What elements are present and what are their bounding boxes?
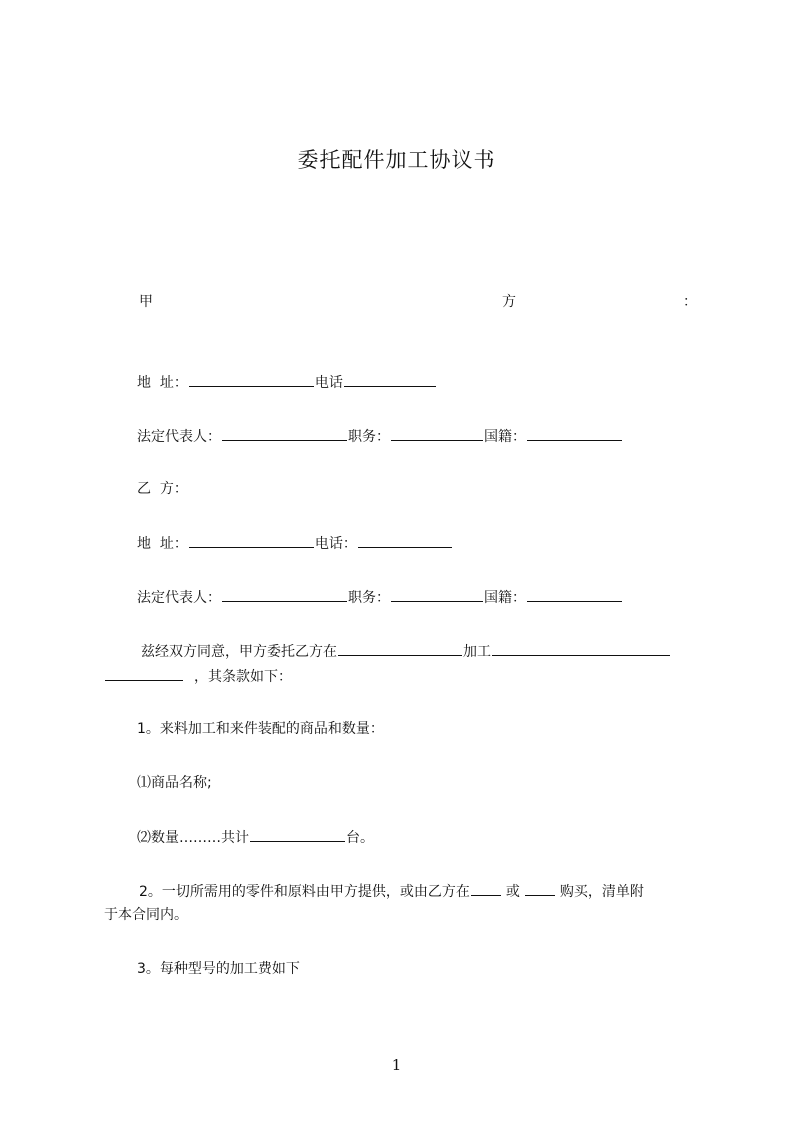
phone-blank [344, 372, 436, 387]
position-label: 职务： [348, 590, 390, 606]
party-a-address-line [137, 372, 437, 392]
nationality-blank [527, 426, 622, 441]
page-number: 1 [391, 1056, 402, 1074]
party-a-colon: ： [683, 294, 697, 310]
rep-blank [222, 587, 347, 602]
clause-2-text-3: 购买，清单附 [559, 884, 644, 900]
intro-text-1: 兹经双方同意，甲方委托乙方在 [141, 644, 337, 660]
clause-1-item-1: ⑴商品名称; [137, 775, 212, 791]
clause-2-line-1 [139, 881, 644, 901]
nationality-label: 国籍： [484, 429, 526, 445]
rep-label: 法定代表人： [137, 590, 221, 606]
place-blank-1 [471, 881, 501, 896]
clause-1: 1。来料加工和来件装配的商品和数量： [137, 721, 384, 737]
quantity-text: ⑵数量………共计 [137, 830, 249, 846]
intro-line-1 [141, 641, 671, 661]
clause-2-line-2: 于本合同内。 [104, 907, 188, 923]
nationality-label: 国籍： [484, 590, 526, 606]
intro-line-2 [104, 666, 292, 686]
place-blank-2 [525, 881, 555, 896]
address-label: 地 址： [137, 375, 188, 391]
rep-blank [222, 426, 347, 441]
clause-2-text-2: 或 [505, 884, 520, 900]
position-blank [391, 587, 483, 602]
party-a-char-2: 方 [502, 294, 516, 310]
document-title: 委托配件加工协议书 [297, 148, 496, 172]
location-blank [338, 641, 462, 656]
nationality-blank [527, 587, 622, 602]
product-blank [492, 641, 670, 656]
quantity-blank [250, 827, 345, 842]
party-a-rep-line [137, 426, 623, 446]
party-b-heading: 乙 方： [137, 481, 188, 497]
party-b-rep-line [137, 587, 623, 607]
phone-label: 电话： [314, 536, 357, 552]
rep-label: 法定代表人： [137, 429, 221, 445]
clause-2-text-1: 2。一切所需用的零件和原料由甲方提供，或由乙方在 [139, 884, 470, 900]
phone-blank [358, 533, 452, 548]
product-blank-cont [105, 666, 183, 681]
clause-3: 3。每种型号的加工费如下 [137, 961, 300, 977]
intro-text-3: ，其条款如下： [194, 669, 292, 685]
party-a-char-1: 甲 [139, 294, 153, 310]
position-blank [391, 426, 483, 441]
position-label: 职务： [348, 429, 390, 445]
address-blank [189, 533, 314, 548]
party-b-address-line [137, 533, 453, 553]
address-blank [189, 372, 314, 387]
phone-label: 电话 [314, 375, 343, 391]
clause-1-item-2 [137, 827, 374, 847]
intro-text-2: 加工 [463, 644, 491, 660]
address-label: 地 址： [137, 536, 188, 552]
unit-text: 台。 [346, 830, 374, 846]
